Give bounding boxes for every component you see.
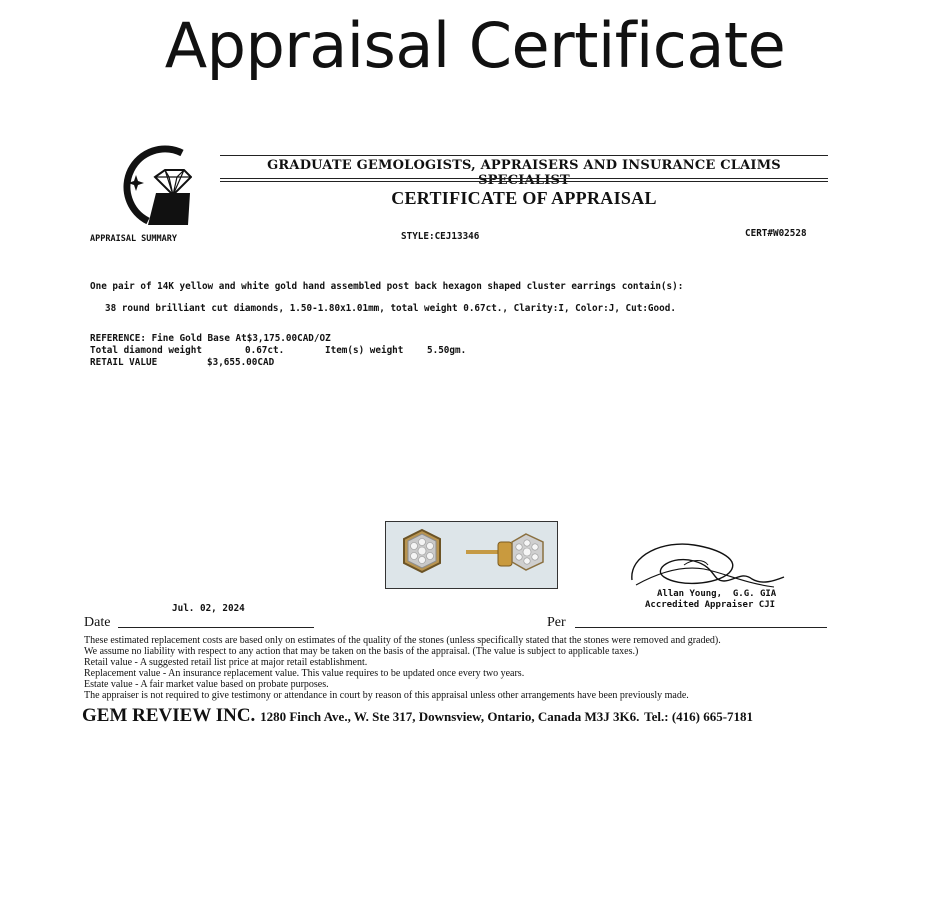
specialist-heading: GRADUATE GEMOLOGISTS, APPRAISERS AND INSURANCE CLAIMS SPECIALIST: [267, 158, 781, 188]
item-weight-label: Item(s) weight: [325, 345, 404, 356]
description-line-2: 38 round brilliant cut diamonds, 1.50-1.80x1.01mm, total weight 0.67ct., Clarity:I, Color:J, Cut:Good.: [105, 303, 676, 314]
earring-photo: [385, 521, 558, 589]
cert-number: CERT#W02528: [745, 228, 807, 239]
disclaimer-line: We assume no liability with respect to any action that may be taken on the basis of the appraisal. (The value is subject to applicable taxes.): [84, 646, 639, 657]
company-phone: Tel.: (416) 665-7181: [644, 709, 754, 724]
appraiser-title: Accredited Appraiser CJI: [645, 600, 776, 610]
reference-line: REFERENCE: Fine Gold Base At$3,175.00CAD/OZ: [90, 333, 331, 344]
per-sign-line: [575, 627, 827, 628]
appraiser-name: Allan Young, G.G. GIA: [657, 589, 777, 599]
retail-value: $3,655.00CAD: [207, 357, 275, 368]
summary-label: APPRAISAL SUMMARY: [90, 234, 177, 244]
date-value: Jul. 02, 2024: [172, 603, 245, 614]
page-title: Appraisal Certificate: [164, 9, 786, 82]
per-label: Per: [547, 615, 566, 630]
certificate-title: CERTIFICATE OF APPRAISAL: [391, 188, 657, 208]
diamond-weight-value: 0.67ct.: [245, 345, 285, 356]
handwritten-signature: [624, 535, 814, 597]
style-number: STYLE:CEJ13346: [401, 231, 480, 242]
disclaimer-line: Estate value - A fair market value based on probate purposes.: [84, 679, 329, 690]
description-line-1: One pair of 14K yellow and white gold hand assembled post back hexagon shaped cluster earrings contain(s):: [90, 281, 684, 292]
item-weight-value: 5.50gm.: [427, 345, 467, 356]
disclaimer-line: Replacement value - An insurance replacement value. This value requires to be updated once every two years.: [84, 668, 525, 679]
company-name: GEM REVIEW INC.: [82, 705, 256, 726]
company-address: 1280 Finch Ave., W. Ste 317, Downsview, Ontario, Canada M3J 3K6.: [260, 709, 640, 724]
diamond-logo-icon: [108, 137, 192, 227]
date-sign-line: [118, 627, 314, 628]
disclaimer-line: The appraiser is not required to give testimony or attendance in court by reason of this appraisal unless other arrangements have been previously made.: [84, 690, 689, 701]
date-label: Date: [84, 615, 111, 630]
retail-value-label: RETAIL VALUE: [90, 357, 158, 368]
disclaimer-line: These estimated replacement costs are based only on estimates of the quality of the stones (unless specifically stated that the stones were removed and graded).: [84, 635, 721, 646]
disclaimer-line: Retail value - A suggested retail list price at major retail establishment.: [84, 657, 368, 668]
footer-line: [82, 705, 753, 727]
diamond-weight-label: Total diamond weight: [90, 345, 202, 356]
